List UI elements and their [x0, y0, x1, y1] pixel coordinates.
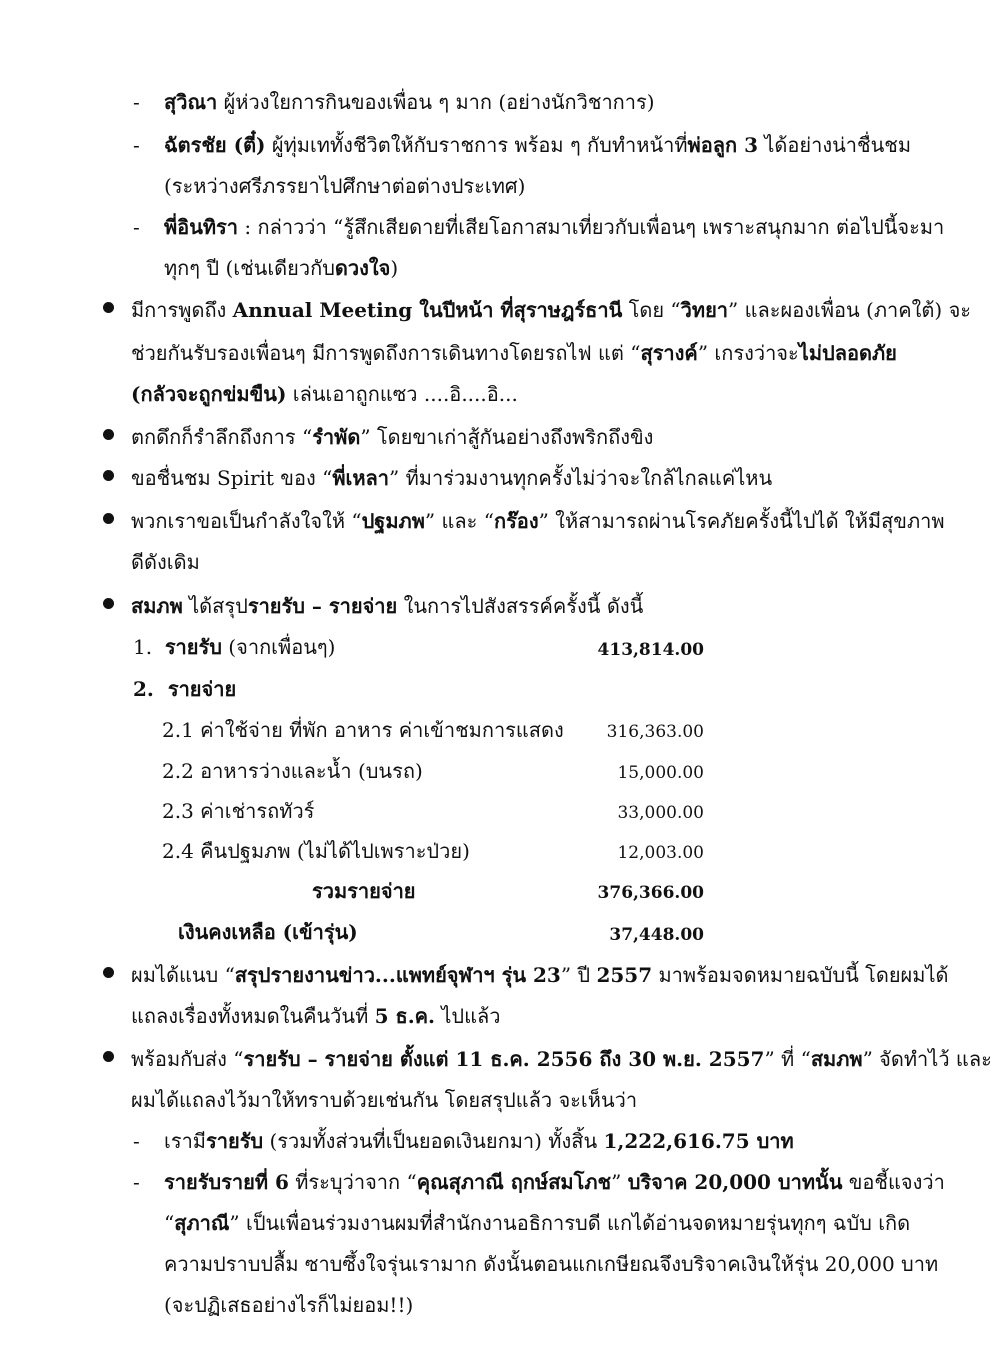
line-text: ไปแล้ว — [435, 1004, 501, 1028]
bullet-dot — [103, 967, 114, 978]
line-text: ผู้ทุ่มเททั้งชีวิตให้กับราชการ พร้อม ๆ กับทำหน้าที่ — [265, 133, 688, 157]
bold-text: สมภพ — [810, 1047, 863, 1071]
text-line — [164, 131, 911, 159]
expense-label: 2.2 อาหารว่างและน้ำ (บนรถ) — [162, 759, 423, 783]
line-text: ” ที่มาร่วมงานทุกครั้งไม่ว่าจะใกล้ไกลแค่ไหน — [389, 466, 773, 490]
text-line — [164, 1209, 910, 1237]
line-text: (จากเพื่อนๆ) — [221, 635, 336, 659]
line-text: ” เป็นเพื่อนร่วมงานผมที่สำนักงานอธิการบดี แกได้อ่านจดหมายรุ่นทุกๆ ฉบับ เกิด — [229, 1211, 911, 1235]
expense-label: 2.1 ค่าใช้จ่าย ที่พัก อาหาร ค่าเข้าชมการแสดง — [162, 718, 564, 742]
text-line — [131, 423, 653, 451]
bold-text: สมภพ — [131, 594, 183, 618]
line-text: ) — [390, 256, 399, 280]
line-text: ” และผองเพื่อน (ภาคใต้) จะ — [728, 298, 972, 322]
line-text: เรามี — [164, 1129, 206, 1153]
text-line — [131, 380, 518, 408]
text-line — [131, 507, 945, 535]
balance-label: เงินคงเหลือ (เข้ารุ่น) — [178, 920, 358, 944]
expense-amount: 12,003.00 — [617, 843, 704, 863]
line-text: พวกเราขอเป็นกำลังใจให้ “ — [131, 509, 362, 533]
dash-marker: - — [133, 133, 140, 157]
person-name: ฉัตรชัย (ตี๋) — [164, 133, 266, 157]
total-amount: 376,366.00 — [597, 883, 704, 903]
bold-text: สุภาณี — [174, 1211, 230, 1235]
line-text: ” ที่ “ — [764, 1047, 811, 1071]
expense-heading — [133, 675, 236, 703]
bold-text: คุณสุภาณี ฤกษ์สมโภช — [416, 1170, 612, 1194]
bold-text: ดวงใจ — [334, 256, 391, 280]
line-text: ตกดึกก็รำลึกถึงการ “ — [131, 425, 313, 449]
text-line — [131, 464, 772, 492]
line-text: ” — [611, 1170, 628, 1194]
line-text: ผมได้แนบ “ — [131, 963, 235, 987]
line-text: (รวมทั้งส่วนที่เป็นยอดเงินยกมา) ทั้งสิ้น — [263, 1129, 604, 1153]
dash-marker: - — [133, 1170, 140, 1194]
expense-amount: 316,363.00 — [606, 722, 704, 742]
bullet-dot — [103, 429, 114, 440]
line-text: ขอชี้แจงว่า — [842, 1170, 945, 1194]
line-text: ” เกรงว่าจะ — [697, 341, 799, 365]
bold-text: ไม่ปลอดภัย — [798, 341, 897, 365]
text-line: ผมได้แถลงไว้มาให้ทราบด้วยเช่นกัน โดยสรุปแล้ว จะเห็นว่า — [131, 1088, 638, 1112]
line-text: มีการพูดถึง — [131, 298, 233, 322]
text-line — [131, 339, 897, 367]
bold-text: รำพัด — [312, 425, 361, 449]
line-text: ” จัดทำไว้ และ — [862, 1047, 992, 1071]
person-name: พี่อินทิรา — [164, 215, 239, 239]
expense-label: 2.3 ค่าเช่ารถทัวร์ — [162, 799, 315, 823]
text-line — [131, 1002, 501, 1030]
bold-text: รายรับ – รายจ่าย — [247, 594, 398, 618]
text-line — [131, 592, 643, 620]
person-name: สุวิณา — [164, 90, 218, 114]
bold-text: (กลัวจะถูกข่มขืน) — [131, 382, 287, 406]
bold-text: สุรางค์ — [640, 341, 698, 365]
bullet-dot — [103, 470, 114, 481]
line-text: ” และ “ — [424, 509, 494, 533]
dash-marker: - — [133, 1129, 140, 1153]
line-text: ” ให้สามารถผ่านโรคภัยครั้งนี้ไปได้ ให้มีสุขภาพ — [538, 509, 945, 533]
bold-text: พ่อลูก 3 — [687, 133, 758, 157]
total-label: รวมรายจ่าย — [312, 879, 416, 903]
item-number: 2. — [133, 677, 154, 701]
bold-text: ปฐมภพ — [361, 509, 425, 533]
dash-marker: - — [133, 215, 140, 239]
bullet-dot — [103, 1051, 114, 1062]
bold-text: รายจ่าย — [167, 677, 237, 701]
bold-text: 1,222,616.75 บาท — [603, 1129, 794, 1153]
bold-text: 2557 — [596, 963, 653, 987]
balance-amount: 37,448.00 — [609, 925, 704, 945]
bold-text: รายรับ – รายจ่าย ตั้งแต่ 11 ธ.ค. 2556 ถึง 30 พ.ย. 2557 — [243, 1047, 765, 1071]
line-text: ช่วยกันรับรองเพื่อนๆ มีการพูดถึงการเดินทางโดยรถไฟ แต่ “ — [131, 341, 641, 365]
line-text: ในการไปสังสรรค์ครั้งนี้ ดังนี้ — [397, 594, 644, 618]
bold-text: 5 ธ.ค. — [374, 1004, 436, 1028]
text-line — [164, 1127, 794, 1155]
line-text: ” โดยขาเก่าสู้กันอย่างถึงพริกถึงขิง — [360, 425, 654, 449]
line-text: ” ปี — [560, 963, 597, 987]
text-line: ความปราบปลื้ม ซาบซึ้งใจรุ่นเรามาก ดังนั้นตอนแกเกษียณจึงบริจาคเงินให้รุ่น 20,000 บาท — [164, 1252, 939, 1276]
line-text: ทุกๆ ปี (เช่นเดียวกับ — [164, 256, 335, 280]
line-text: ผู้ห่วงใยการกินของเพื่อน ๆ มาก (อย่างนักวิชาการ) — [217, 90, 655, 114]
line-text: พร้อมกับส่ง “ — [131, 1047, 244, 1071]
bold-text: วิทยา — [680, 298, 729, 322]
bullet-dot — [103, 598, 114, 609]
line-text: แถลงเรื่องทั้งหมดในคืนวันที่ — [131, 1004, 375, 1028]
text-line — [131, 296, 971, 324]
income-amount: 413,814.00 — [597, 640, 704, 660]
bold-text: รายรับ — [206, 1129, 264, 1153]
bold-text: สรุปรายงานข่าว...แพทย์จุฬาฯ รุ่น 23 — [234, 963, 561, 987]
text-line — [164, 1168, 945, 1196]
line-text: ได้สรุป — [182, 594, 248, 618]
text-line: (ระหว่างศรีภรรยาไปศึกษาต่อต่างประเทศ) — [164, 174, 526, 198]
text-line: (จะปฏิเสธอย่างไรก็ไม่ยอม!!) — [164, 1293, 414, 1317]
line-text: ขอชื่นชม Spirit ของ “ — [131, 466, 333, 490]
text-line — [131, 1045, 992, 1073]
text-line: ดีดังเดิม — [131, 550, 200, 574]
line-text: ได้อย่างน่าชื่นชม — [758, 133, 912, 157]
dash-marker: - — [133, 90, 140, 114]
bullet-dot — [103, 302, 114, 313]
text-line — [131, 961, 949, 989]
line-text: ที่ระบุว่าจาก “ — [288, 1170, 417, 1194]
bold-text: บริจาค 20,000 บาทนั้น — [627, 1170, 843, 1194]
bold-text: พี่เหลา — [332, 466, 390, 490]
income-line — [133, 633, 335, 661]
bold-text: รายรับ — [164, 635, 222, 659]
line-text: : กล่าวว่า “รู้สึกเสียดายที่เสียโอกาสมาเที่ยวกับเพื่อนๆ เพราะสนุกมาก ต่อไปนี้จะมา — [238, 215, 945, 239]
expense-label: 2.4 คืนปฐมภพ (ไม่ได้ไปเพราะป่วย) — [162, 839, 470, 863]
line-text: มาพร้อมจดหมายฉบับนี้ โดยผมได้ — [652, 963, 949, 987]
text-line — [164, 254, 398, 282]
text-line — [164, 213, 944, 241]
bold-text: กร๊อง — [493, 509, 539, 533]
line-text: เล่นเอาถูกแซว ....อิ....อิ... — [286, 382, 518, 406]
bullet-dot — [103, 513, 114, 524]
line-text: โดย “ — [622, 298, 681, 322]
line-text: “ — [164, 1211, 175, 1235]
expense-amount: 15,000.00 — [617, 763, 704, 783]
item-number: 1. — [133, 635, 153, 659]
expense-amount: 33,000.00 — [617, 803, 704, 823]
bold-text: Annual Meeting ในปีหน้า ที่สุราษฎร์ธานี — [232, 298, 623, 322]
bold-text: รายรับรายที่ 6 — [164, 1170, 289, 1194]
text-line — [164, 88, 655, 116]
